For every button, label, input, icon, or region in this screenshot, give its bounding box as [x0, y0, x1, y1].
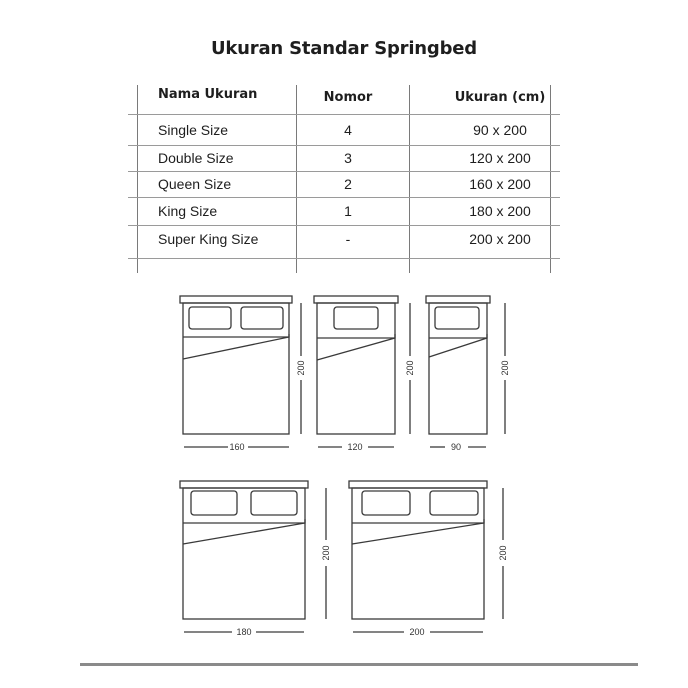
pillow-icon [189, 307, 231, 329]
mattress [429, 303, 487, 434]
row-name: Queen Size [158, 176, 232, 192]
row-size: 90 x 200 [473, 122, 527, 138]
length-label: 200 [498, 545, 508, 561]
row-size: 160 x 200 [469, 176, 531, 192]
bed-diagram-120 [314, 296, 410, 447]
pillow-icon [362, 491, 410, 515]
row-number: 1 [344, 203, 352, 219]
row-name: Double Size [158, 150, 234, 166]
pillow-icon [251, 491, 297, 515]
row-size: 180 x 200 [469, 203, 531, 219]
row-name: Single Size [158, 122, 229, 138]
headboard [180, 296, 292, 303]
mattress [352, 488, 484, 619]
pillow-icon [334, 307, 378, 329]
headboard [314, 296, 398, 303]
pillow-icon [435, 307, 479, 329]
blanket-fold [183, 334, 289, 359]
headboard [180, 481, 308, 488]
pillow-icon [191, 491, 237, 515]
bed-diagram-90 [426, 296, 505, 447]
width-label: 120 [347, 442, 363, 452]
length-label: 200 [405, 360, 415, 376]
width-label: 180 [236, 627, 252, 637]
width-label: 90 [450, 442, 462, 452]
column-header: Ukuran (cm) [454, 90, 546, 105]
row-name: King Size [158, 203, 218, 219]
mattress [183, 303, 289, 434]
length-label: 200 [296, 360, 306, 376]
length-label: 200 [321, 545, 331, 561]
length-label: 200 [500, 360, 510, 376]
row-number: 4 [344, 122, 352, 138]
row-size: 200 x 200 [469, 231, 531, 247]
row-size: 120 x 200 [469, 150, 531, 166]
headboard [426, 296, 490, 303]
footer-divider [80, 663, 638, 666]
mattress [183, 488, 305, 619]
row-name: Super King Size [158, 231, 259, 247]
headboard [349, 481, 487, 488]
column-header: Nomor [323, 90, 373, 105]
row-number: 3 [344, 150, 352, 166]
row-number: - [345, 231, 351, 247]
width-label: 160 [229, 442, 245, 452]
bed-diagram-180 [180, 481, 326, 632]
pillow-icon [241, 307, 283, 329]
page-title: Ukuran Standar Springbed [211, 38, 477, 59]
bed-diagram-160 [180, 296, 301, 447]
bed-diagram-200 [349, 481, 503, 632]
column-header: Nama Ukuran [158, 87, 258, 102]
pillow-icon [430, 491, 478, 515]
width-label: 200 [409, 627, 425, 637]
mattress [317, 303, 395, 434]
row-number: 2 [344, 176, 352, 192]
